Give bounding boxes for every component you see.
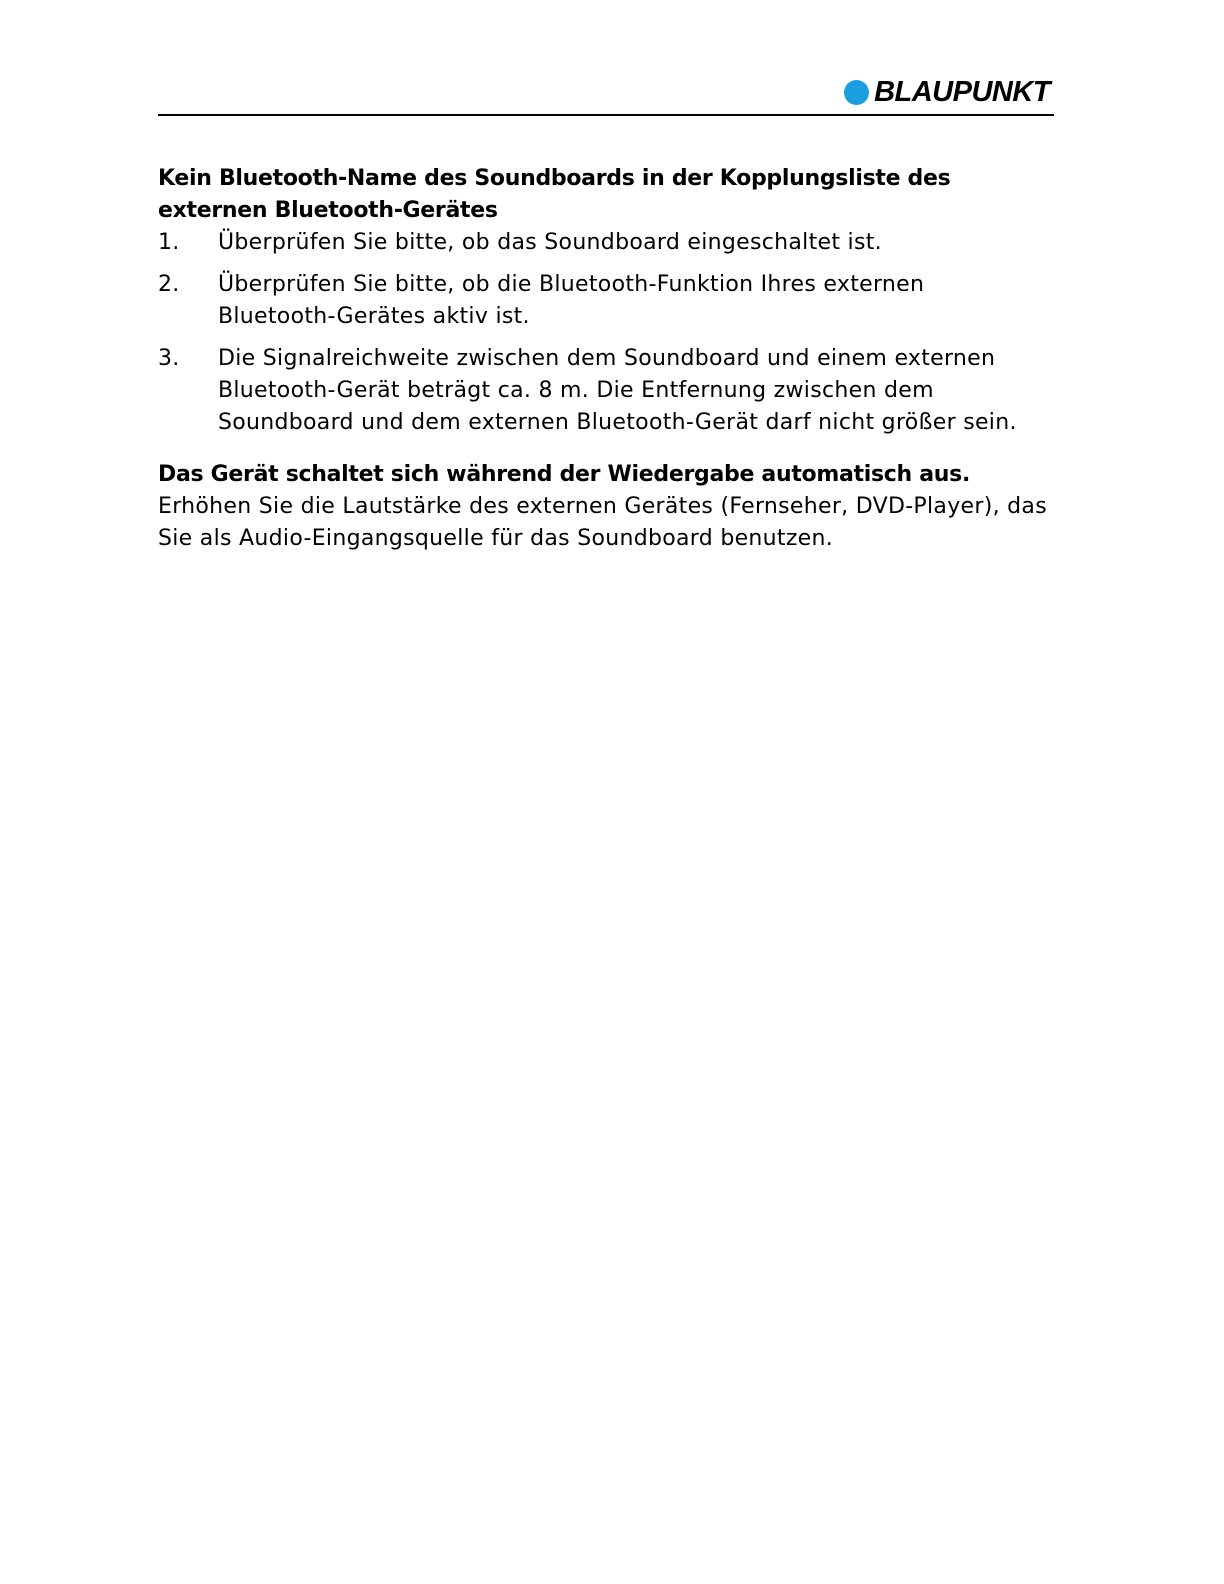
list-item (158, 343, 1058, 439)
brand-logo (844, 78, 1050, 107)
list-item-number: 2. (158, 272, 180, 297)
troubleshooting-list (158, 227, 1058, 439)
section-heading-auto-off: Das Gerät schaltet sich während der Wiedergabe automatisch aus. (158, 462, 971, 487)
list-item (158, 269, 1058, 333)
list-item (158, 227, 1058, 259)
list-item-number: 3. (158, 346, 180, 371)
brand-name: BLAUPUNKT (874, 76, 1050, 108)
section-paragraph: Erhöhen Sie die Lautstärke des externen Gerätes (Fernseher, DVD-Player), das Sie als Audio-Eingangsquelle für das Soundboard benutzen. (158, 494, 1047, 551)
blue-dot-logo-icon (844, 80, 869, 105)
list-item-number: 1. (158, 230, 180, 255)
section-heading-bluetooth-name: Kein Bluetooth-Name des Soundboards in der Kopplungsliste des externen Bluetooth-Gerätes (158, 166, 951, 223)
document-body (158, 163, 1058, 555)
list-item-text: Überprüfen Sie bitte, ob die Bluetooth-Funktion Ihres externen Bluetooth-Gerätes aktiv ist. (218, 272, 925, 329)
page-header (158, 72, 1054, 116)
list-item-text: Überprüfen Sie bitte, ob das Soundboard eingeschaltet ist. (218, 230, 882, 255)
list-item-text: Die Signalreichweite zwischen dem Soundboard und einem externen Bluetooth-Gerät beträgt ca. 8 m. Die Entfernung zwischen dem Soundboard und dem externen Bluetooth-Gerät darf nicht größer sein. (218, 346, 1017, 435)
